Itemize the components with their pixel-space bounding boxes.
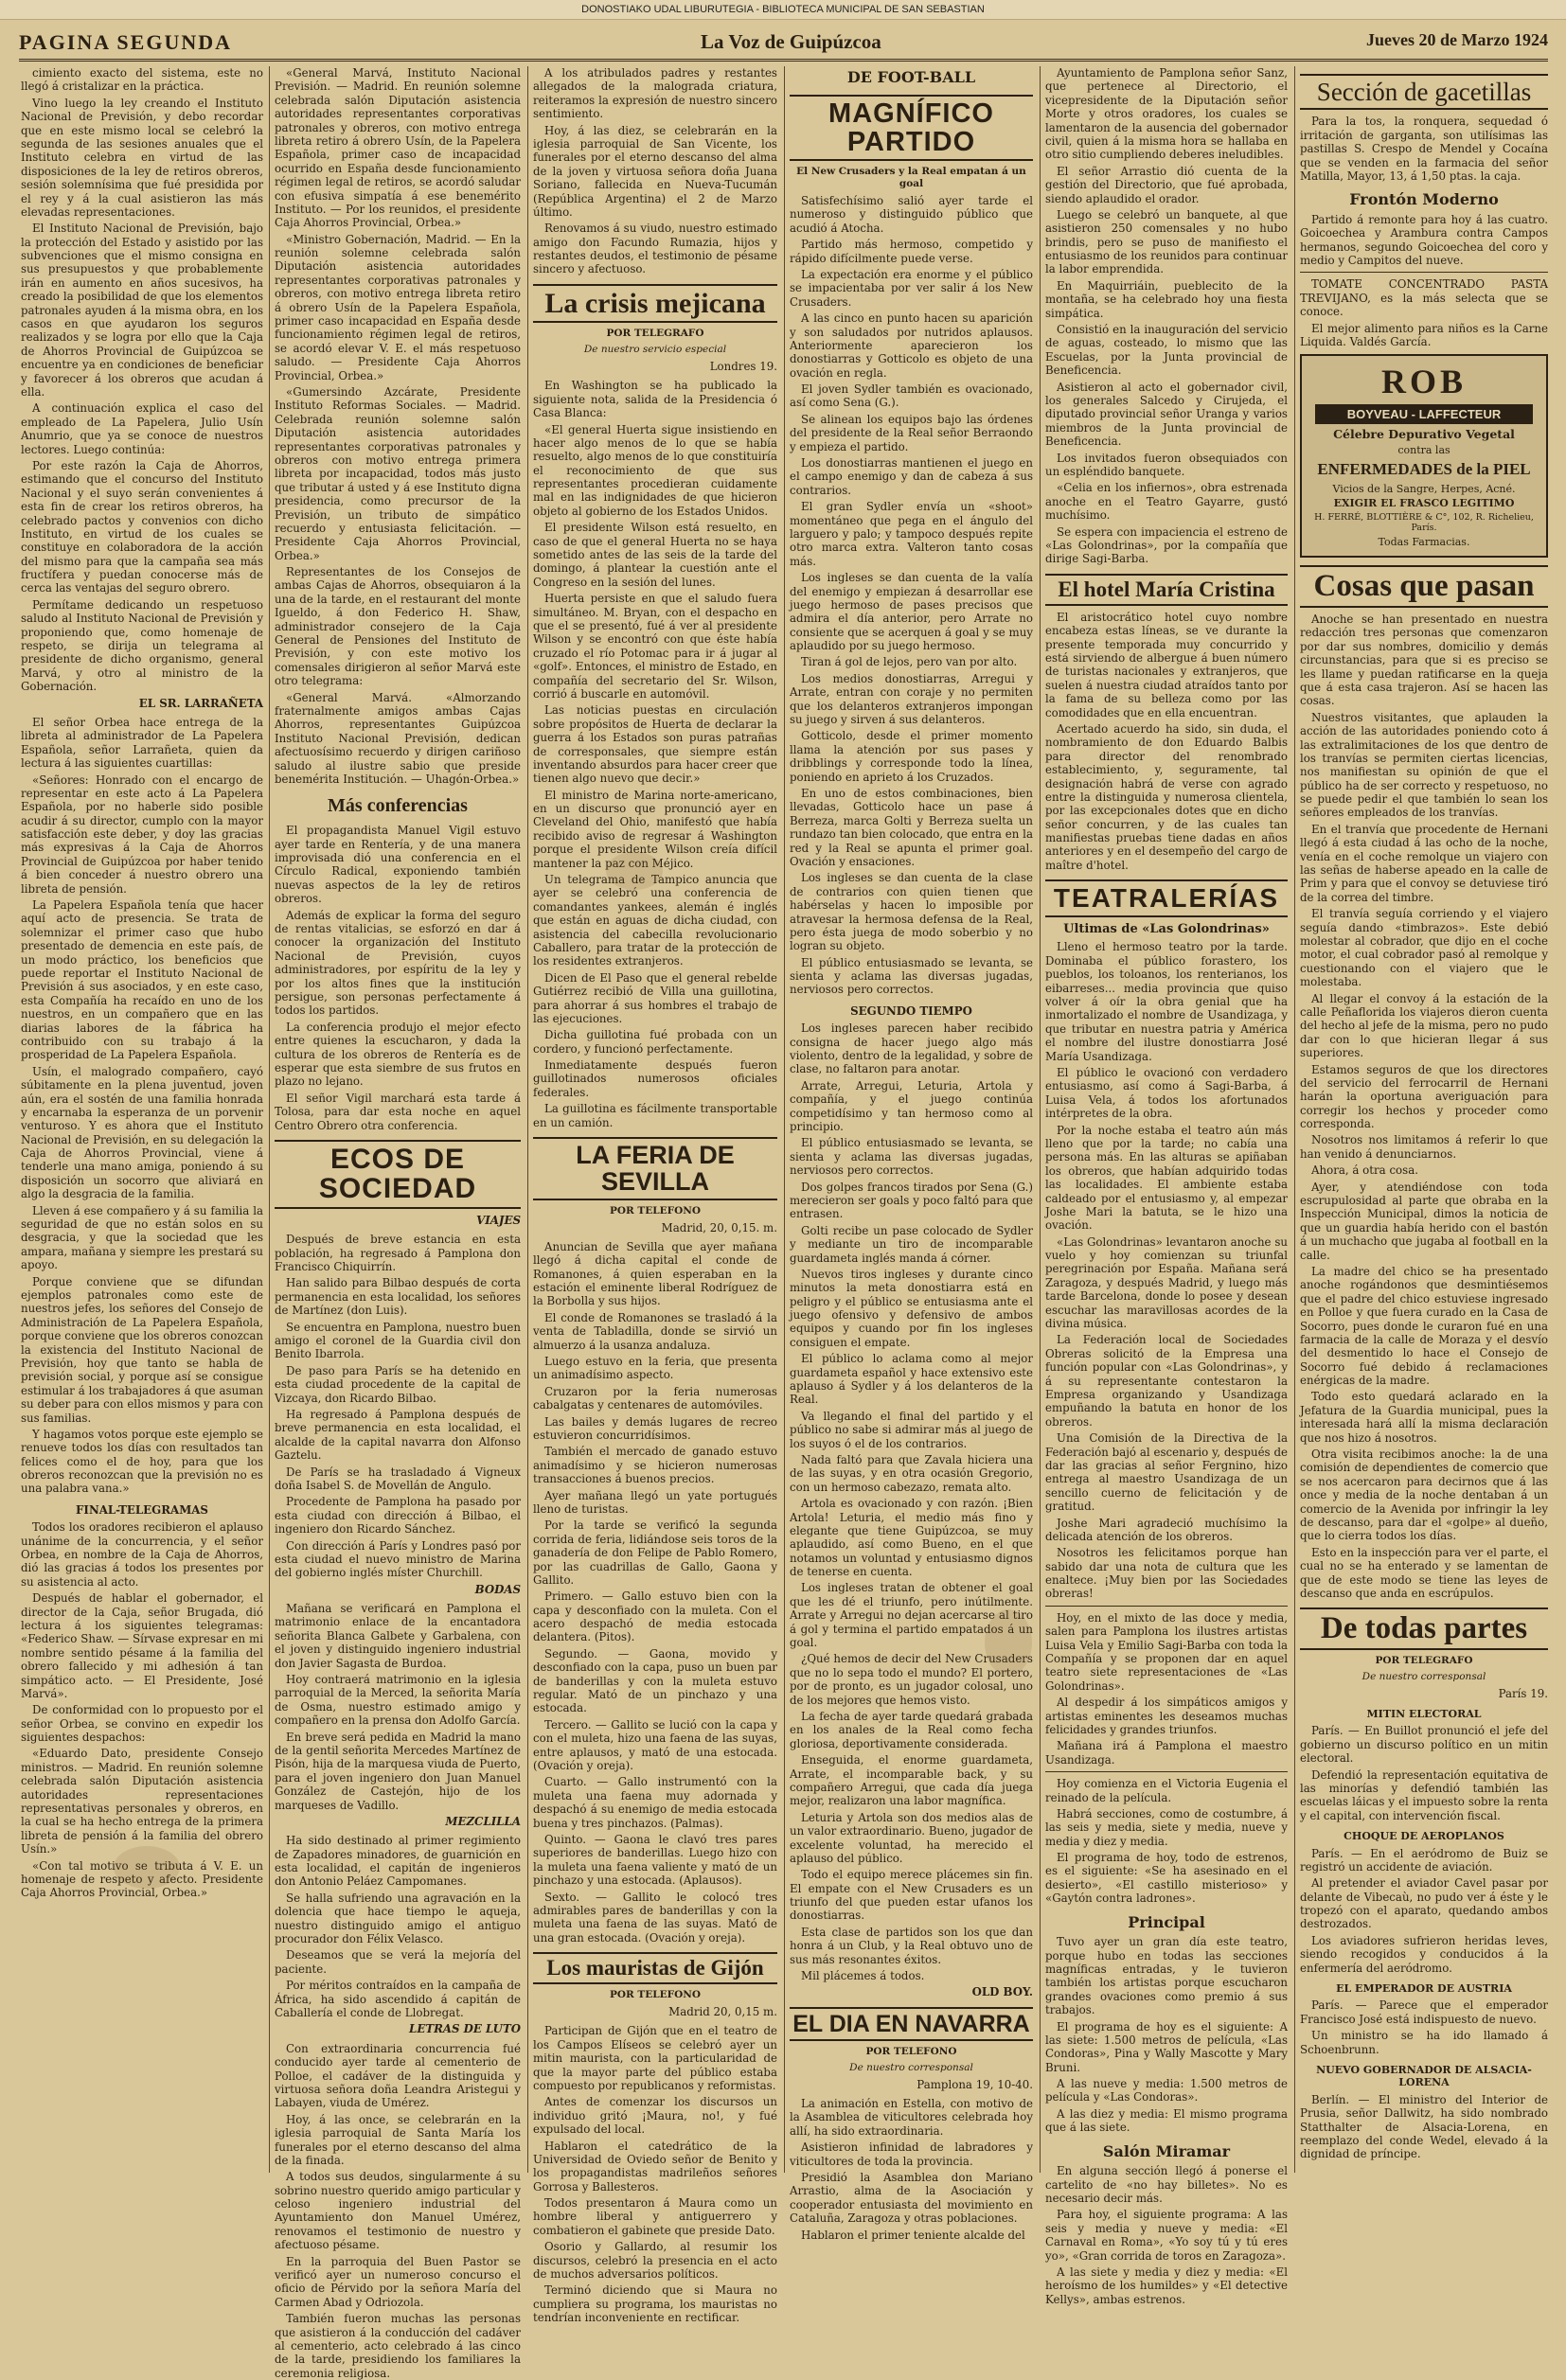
paragraph: Los medios donostiarras, Arregui y Arrate, entran con coraje y no permiten que los delanteros extranjeros impongan su juego y sirven á sus delanteros. <box>790 671 1033 727</box>
dateline: POR TELEFONO <box>610 1204 701 1217</box>
paragraph: Por la tarde se verificó la segunda corrida de feria, lidiándose seis toros de la ganadería de don Felipe de Pablo Romero, por las cuadrillas de Gallo, Gaona y Gallito. <box>533 1519 777 1587</box>
paragraph: A continuación explica el caso del empleado de La Papelera, Julio Usín Anumrio, que ya se conoce de nuestros lectores. Luego continúa: <box>21 401 263 456</box>
paragraph: Hablaron el primer teniente alcalde del <box>801 2228 1025 2242</box>
paragraph: Terminó diciendo que si Maura no cumpliera su programa, los mauristas no tendrían inconveniente en rectificar. <box>533 2283 777 2325</box>
column-5 <box>1045 66 1288 2306</box>
paragraph: La expectación era enorme y el público se impacientaba por ver salir á los New Crusaders. <box>790 267 1033 309</box>
paragraph: Inmediatamente después fueron guillotinados numerosos oficiales federales. <box>533 1058 777 1099</box>
dateline: POR TELEFONO <box>865 2046 957 2058</box>
paragraph: Participan de Gijón que en el teatro de los Campos Elíseos se celebró ayer un mitin maurista, con la particularidad de que la mayor parte del público estaba compuesto por republicanos y reformistas. <box>533 2024 777 2092</box>
paragraph: También fueron muchas las personas que asistieron á la conducción del cadáver al cementerio, acto celebrado á las cinco de la tarde, presidiendo los familiares la ceremonia religiosa. <box>275 2312 521 2380</box>
paragraph: Y hagamos votos porque este ejemplo se renueve todos los días con resultados tan felices como el de hoy, para que los obreros reconozcan que la previsión no es una palabra vana.» <box>21 1427 263 1496</box>
divider <box>1045 1606 1288 1607</box>
paragraph: TOMATE CONCENTRADO PASTA TREVIJANO, es la más selecta que se conoce. <box>1300 277 1548 319</box>
paragraph: Todo el equipo merece plácemes sin fin. El empate con el New Crusaders es un triunfo del que pueden estar ufanos los donostiarras. <box>790 1868 1033 1923</box>
subheadline: El New Crusaders y la Real empatan á un goal <box>796 166 1026 190</box>
divider <box>1300 272 1548 273</box>
section-heading: FINAL-TELEGRAMAS <box>76 1502 208 1517</box>
paragraph: ¿Qué hemos de decir del New Crusaders que no lo sepa todo el mundo? El portero, por de pronto, es un jugador colosal, uno de los mejores que hemos visto. <box>790 1652 1033 1707</box>
paragraph: Anoche se han presentado en nuestra redacción tres personas que comenzaron por dar sus nombres, domicilio y demás circunstancias, para que si es preciso se les llame y puedan ratificarse en la queja que á esta casa trajeron. Así se hacen las cosas. <box>1300 613 1548 708</box>
byline: OLD BOY. <box>971 1985 1033 1999</box>
section-heading: CHOQUE DE AEROPLANOS <box>1344 1830 1504 1843</box>
paragraph: Hoy comienza en el Victoria Eugenia el reinado de la película. <box>1045 1777 1288 1804</box>
paragraph: Por este razón la Caja de Ahorros, estimando que el concurso del Instituto Nacional y el suyo serán convenientes á esta fin de crear los retiros obreros, ha celebrado pactos y convenios con dicho Instituto, en virtud de los cuales se constituye en colaboradora de la acción del mismo para que la campaña sea más fructífera y puedan conocerse más de cerca las ventajas del seguro obrero. <box>21 458 263 595</box>
paragraph: Se espera con impaciencia el estreno de «Las Golondrinas», por la compañía que dirige Sagi-Barba. <box>1045 524 1288 566</box>
ad-line: EXIGIR EL FRASCO LEGITIMO <box>1333 497 1515 510</box>
divider <box>1045 1771 1288 1772</box>
paragraph: De conformidad con lo propuesto por el señor Orbea, se convino en expedir los siguientes despachos: <box>21 1703 263 1745</box>
column-rule <box>1294 66 1295 2173</box>
paragraph: Estamos seguros de que los directores del servicio del ferrocarril de Hernani harán la oportuna averiguación para corregir los hechos y proceder como corresponda. <box>1300 1062 1548 1131</box>
ad-headline: ENFERMEDADES de la PIEL <box>1317 459 1531 478</box>
paragraph: La madre del chico se ha presentado anoche rogándonos que desmintiésemos que el padre del chico estuviese ingresado en Polloe y que fuera curado en la Casa de Socorro, pues donde le curaron fué en una farmacia de la calle de Moraza y el desvío del desmentido lo hace el Consejo de Socorro fué debido á reclamaciones enérgicas de la madre. <box>1300 1264 1548 1388</box>
ad-brand: ROB <box>1380 363 1467 401</box>
section-heading: Frontón Moderno <box>1349 190 1499 209</box>
paragraph: Esta clase de partidos son los que dan honra á un Club, y la Real obtuvo uno de sus más resonantes éxitos. <box>790 1925 1033 1966</box>
paragraph: Las noticias puestas en circulación sobre propósitos de Huerta de declarar la guerra á los Estados son puras patrañas de corresponsales, que siempre están inventando absurdos para hacer creer que tienen algo nuevo que decir.» <box>533 703 777 786</box>
paragraph: Partido á remonte para hoy á las cuatro. Goicoechea y Arambura contra Campos hermanos, segundo Goicoechea del coro y medio y Campitos del nueve. <box>1300 212 1548 267</box>
paragraph: Hablaron el catedrático de la Universidad de Oviedo señor de Benito y los propagandistas madrileños señores Gorrosa y Ballesteros. <box>533 2139 777 2194</box>
paragraph: Luego se celebró un banquete, al que asistieron 250 comensales y no hubo brindis, pero se puso de manifiesto el entusiasmo de los reunidos para continuar la labor emprendida. <box>1045 207 1288 276</box>
paragraph: Osorio y Gallardo, al resumir los discursos, celebró la presencia en el acto de muchos adversarios políticos. <box>533 2240 777 2282</box>
section-heading: Salón Miramar <box>1102 2141 1231 2160</box>
section-heading: VIAJES <box>476 1213 521 1227</box>
paragraph: París. — En el aeródromo de Buiz se registró un accidente de aviación. <box>1300 1846 1548 1874</box>
paragraph: Habrá secciones, como de costumbre, á las seis y media, siete y media, nueve y media y diez y media. <box>1045 1806 1288 1848</box>
paragraph: Todos los oradores recibieron el aplauso unánime de la concurrencia, y el señor Orbea, en nombre de la Caja de Ahorros, dió las gracias á todos los presentes por su asistencia al acto. <box>21 1520 263 1589</box>
paragraph: La fecha de ayer tarde quedará grabada en los anales de la Real como fecha gloriosa, deportivamente considerada. <box>790 1710 1033 1750</box>
article-headline: LA FERIA DE SEVILLA <box>533 1137 777 1200</box>
article-headline: De todas partes <box>1300 1607 1548 1650</box>
ad-line: Vicios de la Sangre, Herpes, Acné. <box>1332 482 1516 495</box>
paragraph: Asistieron infinidad de labradores y viticultores de toda la provincia. <box>790 2140 1033 2168</box>
dateline: Madrid, 20, 0,15. m. <box>661 1220 777 1234</box>
paragraph: El propagandista Manuel Vigil estuvo ayer tarde en Rentería, y de una manera improvisada dió una conferencia en el Círculo Radical, exponiendo también nuevas aspectos de la ley de retiros obreros. <box>275 824 521 906</box>
paragraph: Segundo. — Gaona, movido y desconfiado con la capa, puso un buen par de banderillas y con la muleta estuvo regular. Mató de un pinchazo y una estocada. <box>533 1646 777 1715</box>
paragraph: Otra visita recibimos anoche: la de una comisión de dependientes de comercio que se nos acercaron para decirnos que á las once y media de la noche dentaban á un comercio de la Avenida por infringir la ley de descanso, para dar el «golpe» al dueño, que lo cierra todos los días. <box>1300 1448 1548 1543</box>
paragraph: Tuvo ayer un gran día este teatro, porque hubo en todas las secciones magníficas entradas, y le tuvieron también los artistas porque escucharon grandes ovaciones como premio á sus trabajos. <box>1045 1935 1288 2017</box>
paragraph: Presidió la Asamblea don Mariano Arrastio, alma de la Asociación y cooperador entusiasta del movimiento en Cataluña, Zaragoza y otras poblaciones. <box>790 2171 1033 2226</box>
page-date: Jueves 20 de Marzo 1924 <box>1366 30 1548 49</box>
paragraph: Sexto. — Gallito le colocó tres admirables pares de banderillas y con la muleta una faena de las suyas. Mató de una gran estocada. (Ovación y oreja). <box>533 1890 777 1945</box>
paragraph: La Federación local de Sociedades Obreras solicitó de la Empresa una función popular con «Las Golondrinas», y á su representante contestaron la Empresa organizando y Usandizaga empuñando la batuta en honor de los obreros. <box>1045 1333 1288 1429</box>
archive-banner: DONOSTIAKO UDAL LIBURUTEGIA - BIBLIOTECA MUNICIPAL DE SAN SEBASTIAN <box>0 0 1566 20</box>
section-heading: NUEVO GOBERNADOR DE ALSACIA-LORENA <box>1316 2064 1532 2089</box>
paragraph: Porque conviene que se difundan ejemplos patronales como este de nuestros jefes, los señores del Consejo de Administración de La Papelera Española, porque conviene que los obreros conozcan la existencia del Instituto Nacional de Previsión, hoy que tanto se habla de previsión social, y porque así se consigue estimular á los trabajadores á que asuman su deber para con ellos mismos y para con sus familias. <box>21 1274 263 1425</box>
paragraph: Vino luego la ley creando el Instituto Nacional de Previsión, y debo recordar que en este mismo local se celebró la segunda de las sesiones anuales que el Instituto celebra en virtud de las disposiciones de la ley de retiros obreros, sesión solemnísima que fué presidida por el rey y á la cual asistieron las más elevadas representaciones. <box>21 96 263 219</box>
paragraph: Anuncian de Sevilla que ayer mañana llegó á dicha capital el conde de Romanones, á quien esperaban en la estación el eminente liberal Rodríguez de la Borbolla y sus hijos. <box>533 1239 777 1308</box>
paragraph: Además de explicar la forma del seguro de rentas vitalicias, se esforzó en dar á conocer la organización del Instituto Nacional de Previsión, cuyos administradores, por espíritu de la ley y por los altos fines que la institución persigue, son personas perfectamente á todos los partidos. <box>275 908 521 1018</box>
paragraph: Todos presentaron á Maura como un hombre liberal y antiguerrero y combatieron el gabinete que preside Dato. <box>533 2196 777 2237</box>
paragraph: A las diez y media: El mismo programa que á las siete. <box>1045 2106 1288 2135</box>
paragraph: Acertado acuerdo ha sido, sin duda, el nombramiento de don Eduardo Balbis para director del renombrado establecimiento, y, seguramente, tal designación habrá de verse con agrado entre la distinguida y numerosa clientela, por las excepcionales dotes que en dicho señor concurren, y de las cuales tan manifiestas pruebas tiene dadas en años anteriores y en el desempeño del cargo de maître d'hotel. <box>1045 721 1288 872</box>
paragraph: La conferencia produjo el mejor efecto entre quienes la escucharon, y dada la cultura de los obreros de Rentería es de esperar que esta siembre de sus frutos en plazo no lejano. <box>275 1020 521 1089</box>
paragraph: Huerta persiste en que el saludo fuera simultáneo. M. Bryan, con el despacho en que el se presentó, fué á ver al presidente Wilson y se encontró con que éste había cruzado el río Potomac para ir á jugar al «golf». Entonces, el ministro de Estado, en compañía del secretario del Sr. Wilson, corrió á buscarle en automóvil. <box>533 592 777 701</box>
paragraph: La animación en Estella, con motivo de la Asamblea de viticultores celebrada hoy allí, ha sido extraordinaria. <box>790 2097 1033 2138</box>
paragraph: Después de breve estancia en esta población, ha regresado á Pamplona don Francisco Chiquirrín. <box>275 1233 521 1274</box>
paragraph: Los aviadores sufrieron heridas leves, siendo recogidos y conducidos á la enfermería del aeródromo. <box>1300 1933 1548 1975</box>
paragraph: «Eduardo Dato, presidente Consejo ministros. — Madrid. En reunión solemne celebrada salón Diputación asistencia autoridades representaciones representativas personales y obreros, en la cual se ha hecho entrega de la primera libreta de pensión á la familia del obrero Usín.» <box>21 1747 263 1856</box>
paragraph: De paso para París se ha detenido en esta ciudad procedente de la capital de Vizcaya, don Ricardo Bilbao. <box>275 1363 521 1405</box>
paragraph: De París se ha trasladado á Vigneux doña Isabel S. de Movellán de Angulo. <box>275 1465 521 1492</box>
paragraph: Cruzaron por la feria numerosas cabalgatas y centenares de automóviles. <box>533 1384 777 1412</box>
paragraph: Leturia y Artola son dos medios alas de un valor extraordinario. Bueno, jugador de excelente voluntad, ha merecido el aplauso del público. <box>790 1810 1033 1865</box>
article-headline: Sección de gacetillas <box>1300 74 1548 110</box>
paragraph: El programa de hoy es el siguiente: A las siete: 1.500 metros de película, «Las Condoras», Pina y Wally Mascotte y Mary Bruni. <box>1045 2019 1288 2074</box>
paragraph: Consistió en la inauguración del servicio de aguas, costeado, lo mismo que las Escuelas, por la Junta provincial de Beneficencia. <box>1045 323 1288 378</box>
paragraph: Representantes de los Consejos de ambas Cajas de Ahorros, obsequiaron á la una de la tarde, en el restaurant del monte Igueldo, á don Federico H. Shaw, administrador consejero de la Caja General de Pensiones del Instituto de Previsión, y con este motivo los comensales dirigieron al señor Marvá este otro telegrama: <box>275 565 521 688</box>
paragraph: El público lo aclama como al mejor guardameta español y hace extensivo este aplauso á Sydler y á los delanteros de la Real. <box>790 1352 1033 1407</box>
paragraph: Un ministro se ha ido llamado á Schoenbrunn. <box>1300 2029 1548 2056</box>
paragraph: En Washington se ha publicado la siguiente nota, salida de la Presidencia ó Casa Blanca: <box>533 379 777 420</box>
article-headline: Cosas que pasan <box>1300 565 1548 608</box>
paragraph: Se alinean los equipos bajo las órdenes del presidente de la Real señor Berraondo y empieza el partido. <box>790 412 1033 453</box>
section-heading: EL EMPERADOR DE AUSTRIA <box>1336 1982 1512 1996</box>
paragraph: Con extraordinaria concurrencia fué conducido ayer tarde al cementerio de Polloe, el cadáver de la distinguida y virtuosa señora doña Leandra Aristegui y Labayen, viuda de Umérez. <box>275 2041 521 2110</box>
paragraph: El público entusiasmado se levanta, se sienta y aclama las diversas jugadas, nerviosos pero correctos. <box>790 1136 1033 1178</box>
paragraph: Partido más hermoso, competido y rápido difícilmente puede verse. <box>790 238 1033 265</box>
paragraph: Hoy, en el mixto de las doce y media, salen para Pamplona los ilustres artistas Luisa Vela y Emilio Sagi-Barba con toda la Compañía y se proponen dar en aquel teatro siete representaciones de «Las Golondrinas». <box>1045 1610 1288 1693</box>
paragraph: El señor Vigil marchará esta tarde á Tolosa, para dar esta noche en aquel Centro Obrero otra conferencia. <box>275 1091 521 1132</box>
paragraph: El mejor alimento para niños es la Carne Liquida. Valdés García. <box>1300 321 1548 348</box>
paragraph: Dicen de El Paso que el general rebelde Gutiérrez recibió de Villa una guillotina, para ahorrar á sus hombres el trabajo de las ejecuciones. <box>533 970 777 1025</box>
paragraph: Con dirección á París y Londres pasó por esta ciudad el nuevo ministro de Marina del gobierno inglés míster Churchill. <box>275 1538 521 1580</box>
paragraph: La guillotina es fácilmente transportable en un camión. <box>533 1102 777 1129</box>
paragraph: A los atribulados padres y restantes allegados de la malograda criatura, reiteramos la expresión de nuestro sincero sentimiento. <box>533 66 777 121</box>
paragraph: Lleven á ese compañero y á su familia la seguridad de que no están solos en su desgracia, y que la sociedad que les ampara, mañana y siempre les prestará su apoyo. <box>21 1203 263 1272</box>
dateline: POR TELEGRAFO <box>606 328 704 340</box>
dateline: POR TELEFONO <box>610 1989 701 2001</box>
page-header <box>19 27 1548 62</box>
section-heading: EL SR. LARRAÑETA <box>138 696 263 710</box>
ad-line: Todas Farmacias. <box>1378 535 1470 548</box>
dateline: De nuestro corresponsal <box>1361 1670 1486 1682</box>
article-headline: TEATRALERÍAS <box>1045 879 1288 916</box>
paragraph: Nada faltó para que Zavala hiciera una de las suyas, y en otra ocasión Gregorio, con un hermoso cabezazo, remata alto. <box>790 1452 1033 1494</box>
paragraph: Procedente de Pamplona ha pasado por esta ciudad con dirección á Bilbao, el ingeniero don Ricardo Sánchez. <box>275 1495 521 1536</box>
paragraph: «Gumersindo Azcárate, Presidente Instituto Reformas Sociales. — Madrid. Celebrada reunión solemne salón Diputación asistencia autoridades representantes corporativas patronales y obreros con motivo entrega primera libreta por incapacidad, todos más justo que tributar á usted y á ese Instituto digna presidencia, como precursor de la Previsión, un tributo de simpático recuerdo y entusiasta felicitación. — Presidente Caja Ahorros Provincial, Orbea.» <box>275 384 521 562</box>
section-heading: BODAS <box>474 1582 521 1596</box>
paragraph: Los ingleses se dan cuenta de la clase de contrarios con quien tienen que habérselas y hacen lo imposible por atravesar la hermosa defensa de la Real, pero ésta juega de modo soberbio y no logran su objeto. <box>790 871 1033 953</box>
paragraph: En el tranvía que procedente de Hernani llegó á esta ciudad á las ocho de la noche, venía en el coche remolque un viajero con las señas de haberse apeado en la calle de Prim y para que el convoy se detuviese tiró de la correa del timbre. <box>1300 822 1548 904</box>
paragraph: Ayuntamiento de Pamplona señor Sanz, que pertenece al Directorio, el vicepresidente de la Diputación señor Morte y otros oradores, los cuales se lamentaron de la ausencia del gobernador civil, quien á la misma hora se hallaba en otro sitio cumpliendo deberes ineludibles. <box>1045 66 1288 162</box>
column-2 <box>275 66 521 2380</box>
article-headline: MAGNÍFICO PARTIDO <box>790 95 1033 162</box>
paragraph: Para la tos, la ronquera, sequedad ó irritación de garganta, son utilísimas las pastillas S. Crespo de Mendel y Cocaína que se venden en la farmacia del señor Matilla, Mayor, 13, á 1,50 ptas. la caja. <box>1300 115 1548 183</box>
paragraph: Ayer mañana llegó un yate portugués lleno de turistas. <box>533 1488 777 1516</box>
paragraph: Arrate, Arregui, Leturia, Artola y compañía, y el juego continúa competidísimo y tan hermoso como al principio. <box>790 1078 1033 1133</box>
article-headline: Más conferencias <box>328 795 468 817</box>
paragraph: El señor Orbea hace entrega de la libreta al administrador de La Papelera Española, señor Larrañeta, quien da lectura á las siguientes cuartillas: <box>21 715 263 771</box>
paragraph: El conde de Romanones se trasladó á la venta de Tabladilla, donde se sirvió un almuerzo á la usanza andaluza. <box>533 1310 777 1352</box>
column-4 <box>790 66 1033 2242</box>
ad-maker: BOYVEAU - LAFFECTEUR <box>1315 404 1533 424</box>
dateline: De nuestro corresponsal <box>849 2061 973 2073</box>
paragraph: «Las Golondrinas» levantaron anoche su vuelo y hoy comienzan su triunfal peregrinación por España. Mañana será Zaragoza, y después Madrid, y luego más tarde Barcelona, donde lo posee y desean escuchar las maravillosas acordes de la divina música. <box>1045 1234 1288 1331</box>
article-headline: EL DIA EN NAVARRA <box>790 2007 1033 2041</box>
paragraph: Los ingleses se dan cuenta de la valía del enemigo y empiezan á desarrollar ese juego hermoso de pases precisos que admira el día anterior, pero Arrate no consiente que se acerquen á goal y se muy aplaudido por su juego hermoso. <box>790 571 1033 653</box>
paragraph: Los invitados fueron obsequiados con un espléndido banquete. <box>1045 451 1288 478</box>
paragraph: Cuarto. — Gallo instrumentó con la muleta una faena muy adornada y despachó á su enemigo de media estocada buena y tres pinchazos. (Palmas). <box>533 1775 777 1830</box>
paragraph: Satisfechísimo salió ayer tarde el numeroso y distinguido público que acudió á Atocha. <box>790 193 1033 235</box>
dateline: Pamplona 19, 10-40. <box>916 2077 1033 2091</box>
paragraph: Va llegando el final del partido y el público no sabe si admirar más al juego de los suyos ó el de los contrarios. <box>790 1409 1033 1450</box>
paragraph: Defendió la representación equitativa de las minorías y defendió también las escuelas láicas y el impuesto sobre la renta y el capital, con intervención fiscal. <box>1300 1767 1548 1822</box>
paragraph: También el mercado de ganado estuvo animadísimo y se hicieron numerosas transacciones á buenos precios. <box>533 1445 777 1486</box>
column-rule <box>269 66 270 2173</box>
article-headline: La crisis mejicana <box>533 284 777 324</box>
paragraph: Luego estuvo en la feria, que presenta un animadísimo aspecto. <box>533 1355 777 1382</box>
paragraph: Mil plácemes á todos. <box>801 1969 925 1983</box>
paragraph: Los donostiarras mantienen el juego en el campo enemigo y dan de cabeza á sus contrarios. <box>790 456 1033 497</box>
section-heading: LETRAS DE LUTO <box>409 2022 521 2036</box>
dateline: Madrid 20, 0,15 m. <box>668 2005 777 2018</box>
subheadline: Ultimas de «Las Golondrinas» <box>1063 921 1270 936</box>
paragraph: A las siete y media y diez y media: «El heroísmo de los humildes» y «El detective Kellys», ambas estrenos. <box>1045 2265 1288 2306</box>
paragraph: Una Comisión de la Directiva de la Federación bajó al escenario y, después de dar las gracias al señor Fergnino, hizo entrega al maestro Usandizaga de un sencillo cuerno de felicitación y de gratitud. <box>1045 1431 1288 1514</box>
paragraph: Hoy, á las once, se celebrarán en la iglesia parroquial de Santa María los funerales por el eterno descanso del alma de la finada. <box>275 2112 521 2167</box>
paragraph: Permítame dedicando un respetuoso saludo al Instituto Nacional de Previsión y proponiendo que, como homenaje de respeto, se dirija un telegrama al presidente de dicho organismo, general Marvá, y otro al ministro de la Gobernación. <box>21 597 263 694</box>
paragraph: Mañana se verificará en Pamplona el matrimonio enlace de la encantadora señorita Blanca Galbete y Garbalena, con el joven y distinguido ingeniero industrial don Javier Sagasta de Burdoa. <box>275 1602 521 1670</box>
paragraph: Ha sido destinado al primer regimiento de Zapadores minadores, de guarnición en esta localidad, el capitán de ingenieros don Antonio Peláez Campomanes. <box>275 1834 521 1889</box>
paragraph: Al despedir á los simpáticos amigos y artistas eminentes les deseamos muchas felicidades y grandes triunfos. <box>1045 1696 1288 1736</box>
paragraph: «Celia en los infiernos», obra estrenada anoche en el Teatro Gayarre, gustó muchísimo. <box>1045 481 1288 523</box>
article-headline: El hotel María Cristina <box>1045 574 1288 606</box>
paragraph: Nuestros visitantes, que aplauden la acción de las autoridades poniendo coto á las extralimitaciones de los que dentro de los tranvías se permiten ciertas licencias, nos manifiestan su opinión de que el público ha de ser correcto y respetuoso, no se puede pedir el que también lo sean los señores empleados de los tranvías. <box>1300 710 1548 820</box>
article-headline: ECOS DE SOCIEDAD <box>275 1140 521 1209</box>
paragraph: El gran Sydler envía un «shoot» momentáneo que pega en el ángulo del larguero y palo; y tampoco después repite otro marca extra. Valteron tanto cosas más. <box>790 500 1033 568</box>
section-heading: MEZCLILLA <box>445 1814 521 1828</box>
paragraph: Lleno el hermoso teatro por la tarde. Dominaba el público forastero, los pueblos, los toloanos, los renterianos, los eibarreses... media provincia que quiso volver á oír la obra genial que ha inmortalizado el nombre de Usandizaga, y que tributar en nuestra patria y América el nombre del ilustre donostiarra José María Usandizaga. <box>1045 940 1288 1063</box>
paragraph: «General Marvá, Instituto Nacional Previsión. — Madrid. En reunión solemne celebrada salón Diputación asistencia autoridades representantes corporativas patronales y obreros, con motivo entrega libreta retiro á obrero Usín, de la Papelera Española, primer caso de incapacidad ocurrido en España desde funcionamiento régimen legal de retiros, se acordó saludar con efusiva simpatía á ese benemérito Instituto. — Por los reunidos, el presidente Caja Ahorros Provincial, Orbea.» <box>275 66 521 230</box>
paragraph: Mañana irá á Pamplona el maestro Usandizaga. <box>1045 1739 1288 1767</box>
paragraph: Las bailes y demás lugares de recreo estuvieron concurridísimos. <box>533 1414 777 1442</box>
advertisement <box>1300 354 1548 558</box>
paragraph: Han salido para Bilbao después de corta permanencia en esta localidad, los señores de Martínez (don Luis). <box>275 1276 521 1318</box>
paragraph: Antes de comenzar los discursos un individuo gritó ¡Maura, no!, y fué expulsado del local. <box>533 2095 777 2137</box>
paragraph: A las nueve y media: 1.500 metros de película y «Las Condoras». <box>1045 2077 1288 2105</box>
paragraph: Se encuentra en Pamplona, nuestro buen amigo el coronel de la Guardia civil don Benito Ibarrola. <box>275 1320 521 1361</box>
paragraph: «Ministro Gobernación, Madrid. — En la reunión solemne celebrada salón Diputación asistencia autoridades representantes corporativas patronales y obreros, con motivo entrega libreta retiro á obrero Usín de la Papelera Española, primer caso incapacidad en España desde funcionamiento régimen legal de retiros, se acordó elevar V. E. el más respetuoso saludo. — Presidente Caja Ahorros Provincial, Orbea.» <box>275 232 521 382</box>
newspaper-title: La Voz de Guipúzcoa <box>701 30 881 53</box>
paragraph: El aristocrático hotel cuyo nombre encabeza estas líneas, se ve durante la presente temporada muy concurrido y está sirviendo de albergue á buen número de turistas nacionales y extranjeros, que suelen á nuestra ciudad atraídos tanto por la fama de su belleza como por las comodidades que en ella encuentran. <box>1045 610 1288 719</box>
paragraph: Tiran á gol de lejos, pero van por alto. <box>801 655 1018 669</box>
ad-line: H. FERRÉ, BLOTTIÈRE & C°, 102, R. Richelieu, París. <box>1314 511 1534 534</box>
dateline: París 19. <box>1498 1686 1548 1700</box>
paragraph: Ayer, y atendiéndose con toda escrupulosidad al parte que obraba en la Inspección Municipal, dimos la noticia de que un guardia había herido con el bastón á un muchacho que jugaba al football en la calle. <box>1300 1180 1548 1262</box>
paragraph: En la parroquia del Buen Pastor se verificó ayer un numeroso concurso el oficio de Pérvido por la señora María del Carmen Abad y Odriozola. <box>275 2254 521 2309</box>
paragraph: Todo esto quedará aclarado en la Jefatura de la Guardia municipal, pues la interesada hará allí la misma declaración que nos hizo á nosotros. <box>1300 1390 1548 1445</box>
paragraph: La Papelera Española tenía que hacer aquí acto de presencia. Se trata de solemnizar el primer caso que hubo presentado de demencia en este país, de un modo práctico, los beneficios que puede reportar el Instituto Nacional de Previsión á sus asociados, y en este caso, esta Compañía ha recaído en uno de los nuestros, en un compañero que en las diarias labores de la fábrica ha contribuido con su trabajo á la prosperidad de La Papelera Española. <box>21 898 263 1062</box>
paragraph: Gotticolo, desde el primer momento llama la atención por sus pases y dribblings y corresponde todo la línea, poniendo en aprieto á los Cruzados. <box>790 729 1033 784</box>
paragraph: Tercero. — Gallito se lució con la capa y con el muleta, hizo una faena de las suyas, entre aplausos, y mató de una estocada. (Ovación y oreja). <box>533 1717 777 1772</box>
paragraph: Hoy, á las diez, se celebrarán en la iglesia parroquial de San Vicente, los funerales por el eterno descanso del alma de la joven y virtuosa señora doña Juana Soriano, fallecida en Nueva-Tucumán (República Argentina) el 2 de Marzo último. <box>533 123 777 219</box>
paragraph: Nuevos tiros ingleses y durante cinco minutos la meta donostiarra está en peligro y el público se entusiasma ante el juego ofensivo y defensivo de ambos equipos y cuando por fin los ingleses consiguen el empate. <box>790 1267 1033 1349</box>
section-heading: SEGUNDO TIEMPO <box>850 1004 972 1018</box>
paragraph: El público entusiasmado se levanta, se sienta y aclama las diversas jugadas, nerviosos pero correctos. <box>790 955 1033 997</box>
paragraph: cimiento exacto del sistema, este no llegó á cristalizar en la práctica. <box>21 66 263 94</box>
paragraph: Después de hablar el gobernador, el director de la Caja, señor Brugada, dió lectura á los siguientes telegramas: «Federico Shaw. — Sírvase expresar en mi nombre sentido pésame á la familia del obrero fallecido y mi adhesión á tan simpático acto. — El Presidente, José Marvá». <box>21 1591 263 1700</box>
paragraph: Nosotros nos limitamos á referir lo que han venido á denunciarnos. <box>1300 1133 1548 1161</box>
column-3 <box>533 66 777 2325</box>
section-heading: MITIN ELECTORAL <box>1366 1707 1482 1720</box>
paragraph: Asistieron al acto el gobernador civil, los generales Salcedo y Cirujeda, el diputado provincial señor Uranga y varios miembros de la Junta provincial de Beneficencia. <box>1045 380 1288 449</box>
paragraph: En Maquirriáin, pueblecito de la montaña, se ha celebrado hoy una fiesta simpática. <box>1045 278 1288 320</box>
paragraph: El programa de hoy, todo de estrenos, es el siguiente: «Se ha asesinado en el desierto», «El castillo misterioso» y «Gaytón contra ladrones». <box>1045 1851 1288 1906</box>
paragraph: Joshe Mari agradeció muchísimo la delicada atención de los obreros. <box>1045 1516 1288 1543</box>
paragraph: Esto en la inspección para ver el parte, el cual no se ha enterado y se lamentan de que de este modo se tiene las leyes de descanso que anda en escrúpulos. <box>1300 1545 1548 1600</box>
paragraph: «General Marvá. «Almorzando fraternalmente amigos ambas Cajas Ahorros, representantes Guipúzcoa Instituto Nacional Previsión, dedican afectuosísimo recuerdo y dirigen cariñoso saludo al ilustre sabio que preside benemérita Institución. — Uhagón-Orbea.» <box>275 690 521 786</box>
section-heading: DE FOOT-BALL <box>846 68 976 86</box>
paragraph: Ahora, á otra cosa. <box>1311 1163 1418 1178</box>
paragraph: Los ingleses tratan de obtener el goal que les dé el triunfo, pero inútilmente. Arrate y Arregui no dejan acercarse al tiro á gol y termina el partido empatados á un goal. <box>790 1581 1033 1650</box>
paragraph: Renovamos á su viudo, nuestro estimado amigo don Facundo Rumazia, hijos y restantes deudos, el testimonio de pésame sincero y afectuoso. <box>533 222 777 276</box>
paragraph: A todos sus deudos, singularmente á su sobrino nuestro querido amigo particular y celoso ingeniero industrial del Ayuntamiento don Manuel Umérez, renovamos el testimonio de nuestro y afectuoso pésame. <box>275 2170 521 2252</box>
column-rule <box>1040 66 1041 2173</box>
paragraph: El público le ovacionó con verdadero entusiasmo, así como á Sagi-Barba, á Luisa Vela, á todos los afortunados intérpretes de la obra. <box>1045 1066 1288 1121</box>
paragraph: El joven Sydler también es ovacionado, así como Sena (G.). <box>790 382 1033 410</box>
paragraph: A las cinco en punto hacen su aparición y son saludados por nutridos aplausos. Anteriormente aparecieron los donostiarras y Gotticolo es objeto de una ovación en regla. <box>790 311 1033 380</box>
column-rule <box>527 66 528 2173</box>
paragraph: Dicha guillotina fué probada con un cordero, y funcionó perfectamente. <box>533 1028 777 1056</box>
paragraph: Golti recibe un pase colocado de Sydler y mediante un tiro de incomparable guardameta inglés manda á córner. <box>790 1223 1033 1265</box>
paragraph: El presidente Wilson está resuelto, en caso de que el general Huerta no se haya sometido antes de las seis de la tarde del domingo, á plantear la cuestión ante el Congreso en la sesión del lunes. <box>533 521 777 589</box>
ad-line: Célebre Depurativo Vegetal <box>1333 427 1515 442</box>
paragraph: «Señores: Honrado con el encargo de representar en este acto á La Papelera Española, por no haberle sido posible acudir á su director, cumplo con la mayor satisfacción este deber, y doy las gracias más expresivas á la Caja de Ahorros Provincial de Guipúzcoa por haber tenido á bien conceder á nuestro obrero una libreta de pensión. <box>21 773 263 896</box>
paragraph: Nosotros les felicitamos porque han sabido dar una nota de cultura que les enaltece. ¡Muy bien por las Sociedades obreras! <box>1045 1546 1288 1601</box>
paragraph: En uno de estos combinaciones, bien llevadas, Gotticolo hace un pase á Berreza, marca Golti y Berreza suelta un rundazo tan bien colocado, que entra en la red y la Real se apunta el primer goal. Ovación y ensaciones. <box>790 787 1033 868</box>
paragraph: Hoy contraerá matrimonio en la iglesia parroquial de la Merced, la señorita María de Osma, nuestro estimado amigo y compañero en la prensa don Adolfo García. <box>275 1673 521 1728</box>
column-6 <box>1300 66 1548 2173</box>
column-rule <box>784 66 785 2173</box>
paragraph: El Instituto Nacional de Previsión, bajo la protección del Estado y asistido por las subvenciones que el mismo consigna en sus presupuestos y que probablemente irán en aumento en años sucesivos, ha creado la posibilidad de que los elementos patronales ayuden á la misma obra, en los casos en que ayudaron los seguros realizados y se logra por ello que la Caja de Ahorros Provincial de Guipúzcoa se encuentre ya en condiciones de beneficiar y favorecer á los obreros que acudan á ella. <box>21 222 263 399</box>
dateline: De nuestro servicio especial <box>583 344 727 356</box>
paragraph: Artola es ovacionado y con razón. ¡Bien Artola! Leturia, el medio más fino y elegante que tiene Guipúzcoa, se muy aplaudido, así como Bueno, en el que notamos un voluntad y entusiasmo dignos de tenerse en cuenta. <box>790 1497 1033 1579</box>
paragraph: «Con tal motivo se tributa á V. E. un homenaje de respeto y afecto. Presidente Caja Ahorros Provincial, Orbea.» <box>21 1858 263 1900</box>
paragraph: En alguna sección llegó á ponerse el cartelito de «no hay billetes». No es necesario decir más. <box>1045 2164 1288 2205</box>
paragraph: Los ingleses parecen haber recibido consigna de hacer juego algo más violento, dentro de la legalidad, y sobre de clase, no faltaron para anotar. <box>790 1021 1033 1076</box>
paragraph: Quinto. — Gaona le clavó tres pares superiores de banderillas. Luego hizo con la muleta una faena valiente y mató de un pinchazo y una estocada. (Aplausos). <box>533 1832 777 1888</box>
paragraph: Dos golpes francos tirados por Sena (G.) merecieron ser goals y poco faltó para que entrasen. <box>790 1180 1033 1221</box>
paragraph: Usín, el malogrado compañero, cayó súbitamente en la plena juventud, joven aún, era el sostén de una familia honrada y encarnaba la esperanza de un porvenir venturoso. Y es ahora que el Instituto Nacional de Previsión, en su delegación la Caja de Ahorros Provincial, viene á tenderle una mano amiga, poniendo á su disposición un socorro que aliviará en algo la desgracia de la familia. <box>21 1064 263 1201</box>
paragraph: París. — En Buillot pronunció el jefe del gobierno un discurso político en un mitin electoral. <box>1300 1724 1548 1766</box>
paragraph: Deseamos que se verá la mejoría del paciente. <box>275 1948 521 1976</box>
paragraph: El tranvía seguía corriendo y el viajero seguía dando «timbrazos». Este debió molestar al cobrador, que dijo en el coche motor, el cual cobrador pasó al remolque y cuestionando con el viajero que le molestaba. <box>1300 907 1548 989</box>
paragraph: Primero. — Gallo estuvo bien con la capa y desconfiado con la muleta. Con el acero despachó de media estocada delantera. (Pitos). <box>533 1590 777 1644</box>
paragraph: Ha regresado á Pamplona después de breve permanencia en esta localidad, el alcalde de la capital navarra don Alfonso Gaztelu. <box>275 1407 521 1463</box>
section-heading: Principal <box>1128 1912 1205 1931</box>
ad-line: contra las <box>1397 443 1450 456</box>
paragraph: Enseguida, el enorme guardameta, Arrate, el incomparable back, y su compañero Arregui, que cada día juega mejor, realizaron una labor magnífica. <box>790 1753 1033 1808</box>
column-1 <box>21 66 263 2173</box>
paragraph: «El general Huerta sigue insistiendo en hacer algo menos de lo que se había resuelto, algo menos de lo que constituiría el reconocimiento de que sus representantes procedieran cuidamente mal en las indignidades de que hicieron objeto al gobierno de los Estados Unidos. <box>533 422 777 518</box>
paragraph: Se halla sufriendo una agravación en la dolencia que hace tiempo le aqueja, nuestro distinguido amigo el antiguo procurador don Félix Velasco. <box>275 1891 521 1946</box>
paragraph: Por méritos contraídos en la campaña de África, ha sido ascendido á capitán de Caballería el conde de Llobregat. <box>275 1979 521 2019</box>
paragraph: Al llegar el convoy á la estación de la calle Peñaflorida los viajeros dieron cuenta del hecho al jefe de la misma, pero no pudo dar con lo que hicieran llegar á sus superiores. <box>1300 991 1548 1060</box>
dateline: POR TELEGRAFO <box>1375 1654 1473 1666</box>
paragraph: Un telegrama de Tampico anuncia que ayer se celebró una conferencia de comandantes yankees, alemán é inglés que están en aguas de dicha ciudad, con asistencia del cabecilla revolucionario Caballero, para tratar de la protección de los residentes extranjeros. <box>533 873 777 968</box>
paragraph: Al pretender el aviador Cavel pasar por delante de Vibecaù, no pudo ver á éste y le tropezó con el aparato, quedando ambos destrozados. <box>1300 1876 1548 1931</box>
article-headline: Los mauristas de Gijón <box>533 1952 777 1984</box>
paragraph: Para hoy, el siguiente programa: A las seis y media y nueve y media: «El Carnaval en Roma», «Yo soy tú y tú eres yo», «Gran corrida de toros en Zaragoza». <box>1045 2208 1288 2263</box>
paragraph: En breve será pedida en Madrid la mano de la gentil señorita Mercedes Martínez de Pisón, hija de la marquesa viuda de Puerto, para el joven ingeniero don Juan Manuel González de Castejón, hijo de los marqueses de Vadillo. <box>275 1730 521 1812</box>
paragraph: Berlín. — El ministro del Interior de Prusia, señor Dallwitz, ha sido nombrado Statthalter de Alsacia-Lorena, en reemplazo del conde Wedel, elevado á la dignidad de príncipe. <box>1300 2092 1548 2161</box>
paragraph: Por la noche estaba el teatro aún más lleno que por la tarde; no cabía una persona más. En las alturas se apiñaban los obreros, que habían adquirido todas las localidades. El ambiente estaba caldeado por el entusiasmo y, al empezar Joshe Mari la batuta, se le hizo una ovación. <box>1045 1123 1288 1233</box>
dateline: Londres 19. <box>709 359 777 373</box>
paragraph: El señor Arrastio dió cuenta de la gestión del Directorio, que fué aprobada, siendo aplaudido el orador. <box>1045 164 1288 205</box>
paragraph: París. — Parece que el emperador Francisco José está indispuesto de nuevo. <box>1300 1998 1548 2026</box>
paragraph: El ministro de Marina norte-americano, en un discurso que pronunció ayer en Cleveland del Ohio, manifestó que había recibido aviso de regresar á Washington porque el presidente Wilson creía difícil mantener la paz con Méjico. <box>533 788 777 870</box>
page-label: PAGINA SEGUNDA <box>19 30 233 54</box>
